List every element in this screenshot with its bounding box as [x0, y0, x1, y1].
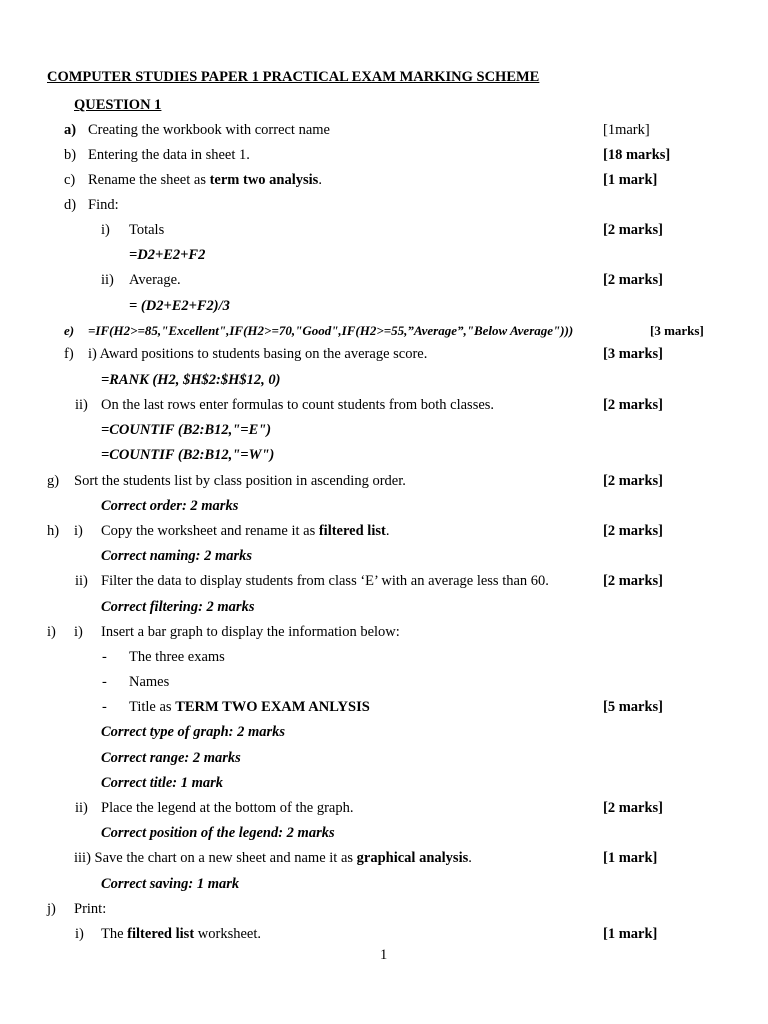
- item-d-i-formula: =D2+E2+F2: [129, 247, 206, 263]
- item-j-i-mark: [1 mark]: [603, 926, 658, 942]
- item-j-i-label: i): [75, 926, 84, 942]
- item-j-text: Print:: [74, 901, 107, 917]
- item-i-bullet-2: Names: [129, 674, 170, 690]
- item-e-formula: =IF(H2>=85,"Excellent",IF(H2>=70,"Good",IF(H2>=55,”Average”,"Below Average"))): [88, 323, 574, 338]
- item-h-i-text-pre: Copy the worksheet and rename it as: [101, 523, 319, 539]
- item-i-iii-mark: [1 mark]: [603, 850, 658, 866]
- item-i-i-mark: [5 marks]: [603, 699, 664, 715]
- item-i-i-text: Insert a bar graph to display the information below:: [101, 624, 400, 640]
- item-h-i-sheet-name: filtered list: [318, 523, 386, 539]
- item-j-i-text: [101, 925, 261, 943]
- item-h-ii-mark: [2 marks]: [603, 573, 664, 589]
- item-f-ii-mark: [2 marks]: [603, 397, 664, 413]
- document-title: COMPUTER STUDIES PAPER 1 PRACTICAL EXAM MARKING SCHEME: [47, 69, 540, 85]
- page-number: 1: [380, 947, 388, 963]
- item-b-text: Entering the data in sheet 1.: [88, 147, 250, 163]
- item-i-iii-sheet-name: graphical analysis: [356, 850, 469, 866]
- item-d-i-mark: [2 marks]: [603, 222, 664, 238]
- item-d-label: d): [64, 197, 77, 213]
- item-f-ii-formula-2: =COUNTIF (B2:B12,"=W"): [101, 447, 275, 463]
- item-i-note-1: Correct type of graph: 2 marks: [101, 724, 286, 740]
- item-f-label: f): [64, 346, 74, 362]
- item-d-text: Find:: [88, 197, 119, 213]
- item-i-ii-note: Correct position of the legend: 2 marks: [101, 825, 335, 841]
- item-i-i-label: i): [74, 624, 83, 640]
- item-j-label: j): [47, 901, 56, 917]
- item-c-text-pre: Rename the sheet as: [88, 172, 210, 188]
- item-f-i-text: i) Award positions to students basing on the average score.: [88, 346, 428, 362]
- item-d-ii-formula: = (D2+E2+F2)/3: [129, 298, 230, 314]
- item-i-ii-label: ii): [75, 800, 88, 816]
- item-j-i-sheet-name: filtered list: [127, 926, 195, 942]
- item-i-label: i): [47, 624, 56, 640]
- question-heading: QUESTION 1: [74, 97, 162, 113]
- item-h-ii-label: ii): [75, 573, 88, 589]
- item-i-note-2: Correct range: 2 marks: [101, 750, 241, 766]
- item-h-i-text: [101, 522, 389, 540]
- item-d-i-text: Totals: [129, 222, 165, 238]
- item-e-mark: [3 marks]: [650, 323, 704, 338]
- item-e-label: e): [64, 323, 75, 338]
- item-h-ii-text: Filter the data to display students from class ‘E’ with an average less than 60.: [101, 573, 549, 589]
- bullet-dash-3: -: [102, 699, 107, 715]
- item-i-ii-text: Place the legend at the bottom of the graph.: [101, 800, 354, 816]
- item-i-ii-mark: [2 marks]: [603, 800, 664, 816]
- item-c-text: [88, 171, 322, 189]
- item-g-note: Correct order: 2 marks: [101, 498, 239, 514]
- item-f-i-mark: [3 marks]: [603, 346, 664, 362]
- item-g-label: g): [47, 473, 60, 489]
- item-h-i-label: i): [74, 523, 83, 539]
- item-i-note-3: Correct title: 1 mark: [101, 775, 224, 791]
- item-c-text-post: .: [318, 172, 322, 188]
- item-i-chart-title: TERM TWO EXAM ANLYSIS: [175, 699, 370, 715]
- item-f-ii-formula-1: =COUNTIF (B2:B12,"=E"): [101, 422, 272, 438]
- bullet-dash-2: -: [102, 674, 107, 690]
- item-h-i-note: Correct naming: 2 marks: [101, 548, 253, 564]
- item-b-label: b): [64, 147, 77, 163]
- item-h-i-mark: [2 marks]: [603, 523, 664, 539]
- item-i-bullet-1: The three exams: [129, 649, 225, 665]
- item-a-text: Creating the workbook with correct name: [88, 122, 330, 138]
- item-b-mark: [18 marks]: [603, 147, 671, 163]
- item-c-sheet-name: term two analysis: [209, 172, 319, 188]
- item-c-label: c): [64, 172, 76, 188]
- item-h-label: h): [47, 523, 60, 539]
- item-d-ii-text: Average.: [129, 272, 181, 288]
- bullet-dash-1: -: [102, 649, 107, 665]
- item-i-iii-note: Correct saving: 1 mark: [101, 876, 240, 892]
- item-d-ii-mark: [2 marks]: [603, 272, 664, 288]
- item-d-ii-label: ii): [101, 272, 114, 288]
- item-g-mark: [2 marks]: [603, 473, 664, 489]
- item-i-iii-text-post: .: [468, 850, 472, 866]
- item-f-ii-label: ii): [75, 397, 88, 413]
- item-a-mark: [1mark]: [603, 122, 650, 138]
- item-f-i-formula: =RANK (H2, $H$2:$H$12, 0): [101, 372, 281, 388]
- item-i-bullet-3: [129, 698, 370, 716]
- item-c-mark: [1 mark]: [603, 172, 658, 188]
- item-f-ii-text: On the last rows enter formulas to count students from both classes.: [101, 397, 495, 413]
- item-i-iii-text: [74, 849, 472, 867]
- item-h-i-text-post: .: [385, 523, 390, 539]
- item-d-i-label: i): [101, 222, 110, 238]
- item-j-i-text-post: worksheet.: [194, 926, 261, 942]
- item-g-text: Sort the students list by class position in ascending order.: [74, 473, 406, 489]
- item-a-label: a): [64, 122, 77, 138]
- item-i-bullet-3-pre: Title as: [129, 699, 176, 715]
- item-j-i-text-pre: The: [101, 926, 128, 942]
- item-i-iii-text-pre: iii) Save the chart on a new sheet and name it as: [74, 850, 357, 866]
- item-h-ii-note: Correct filtering: 2 marks: [101, 599, 255, 615]
